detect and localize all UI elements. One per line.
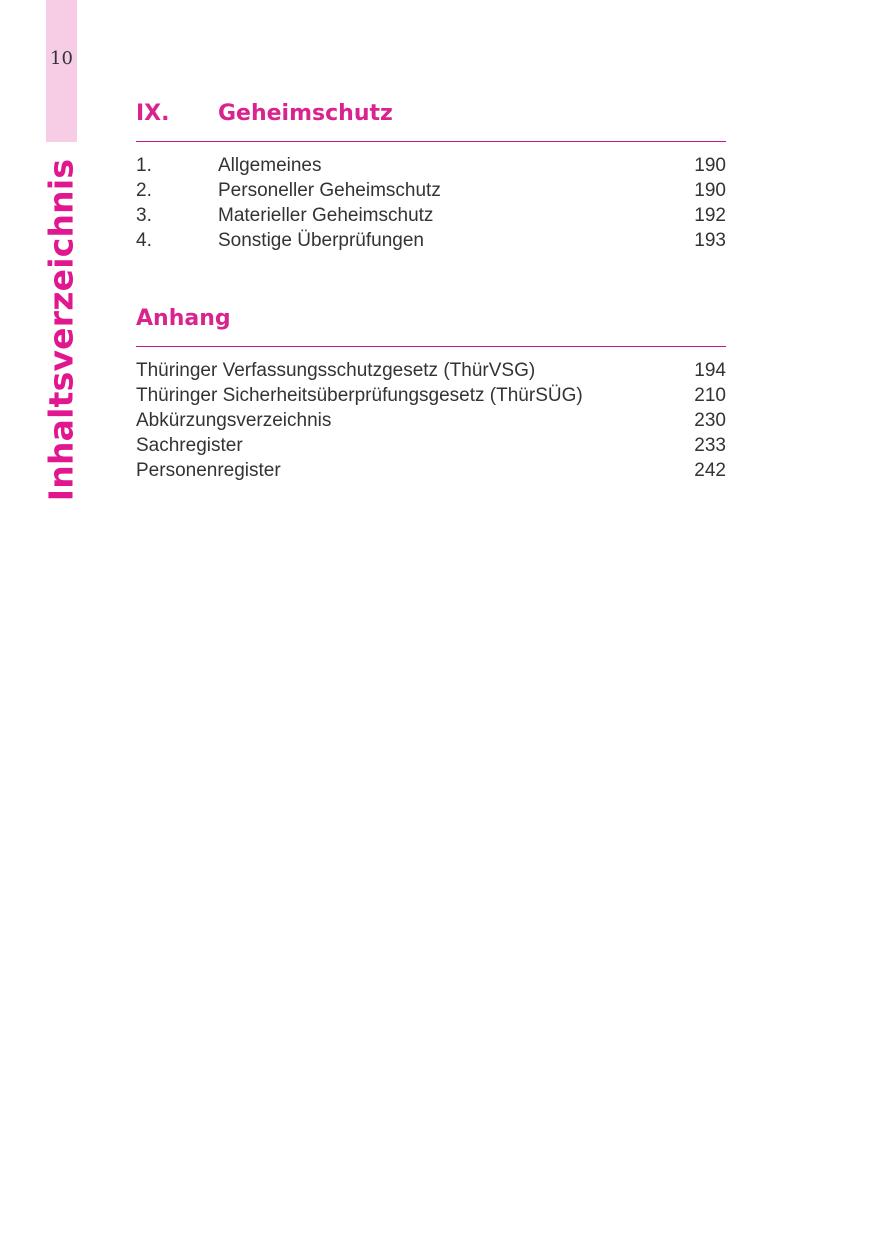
section-title: Geheimschutz bbox=[218, 101, 393, 126]
toc-entry[interactable] bbox=[136, 203, 726, 228]
section-anhang bbox=[136, 306, 726, 483]
entry-title: Sonstige Überprüfungen bbox=[218, 230, 424, 251]
entry-list bbox=[136, 153, 726, 253]
section-title: Anhang bbox=[136, 306, 231, 331]
entry-number: 4. bbox=[136, 230, 152, 251]
entry-title: Personeller Geheimschutz bbox=[218, 180, 441, 201]
entry-title: Abkürzungsverzeichnis bbox=[136, 410, 332, 431]
entry-number: 2. bbox=[136, 180, 152, 201]
toc-entry[interactable] bbox=[136, 458, 726, 483]
section-geheimschutz bbox=[136, 101, 726, 253]
toc-entry[interactable] bbox=[136, 358, 726, 383]
entry-page: 233 bbox=[694, 435, 726, 456]
entry-title: Thüringer Sicherheitsüberprüfungsgesetz (ThürSÜG) bbox=[136, 385, 583, 406]
entry-title: Thüringer Verfassungsschutzgesetz (ThürVSG) bbox=[136, 360, 536, 381]
entry-page: 192 bbox=[694, 205, 726, 226]
entry-title: Allgemeines bbox=[218, 155, 322, 176]
section-number: IX. bbox=[136, 101, 170, 126]
section-heading bbox=[136, 306, 726, 336]
page-number: 10 bbox=[50, 48, 73, 69]
entry-title: Materieller Geheimschutz bbox=[218, 205, 434, 226]
toc-entry[interactable] bbox=[136, 228, 726, 253]
entry-page: 230 bbox=[694, 410, 726, 431]
entry-number: 1. bbox=[136, 155, 152, 176]
entry-page: 210 bbox=[694, 385, 726, 406]
entry-list bbox=[136, 358, 726, 483]
toc-entry[interactable] bbox=[136, 433, 726, 458]
entry-title: Sachregister bbox=[136, 435, 243, 456]
section-heading bbox=[136, 101, 726, 131]
side-tab bbox=[46, 0, 77, 142]
toc-entry[interactable] bbox=[136, 383, 726, 408]
entry-title: Personenregister bbox=[136, 460, 281, 481]
entry-page: 190 bbox=[694, 180, 726, 201]
section-divider bbox=[136, 141, 726, 142]
side-label: Inhaltsverzeichnis bbox=[41, 158, 81, 502]
section-divider bbox=[136, 346, 726, 347]
entry-number: 3. bbox=[136, 205, 152, 226]
toc-entry[interactable] bbox=[136, 408, 726, 433]
entry-page: 190 bbox=[694, 155, 726, 176]
entry-page: 193 bbox=[694, 230, 726, 251]
entry-page: 194 bbox=[694, 360, 726, 381]
entry-page: 242 bbox=[694, 460, 726, 481]
toc-entry[interactable] bbox=[136, 178, 726, 203]
toc-entry[interactable] bbox=[136, 153, 726, 178]
